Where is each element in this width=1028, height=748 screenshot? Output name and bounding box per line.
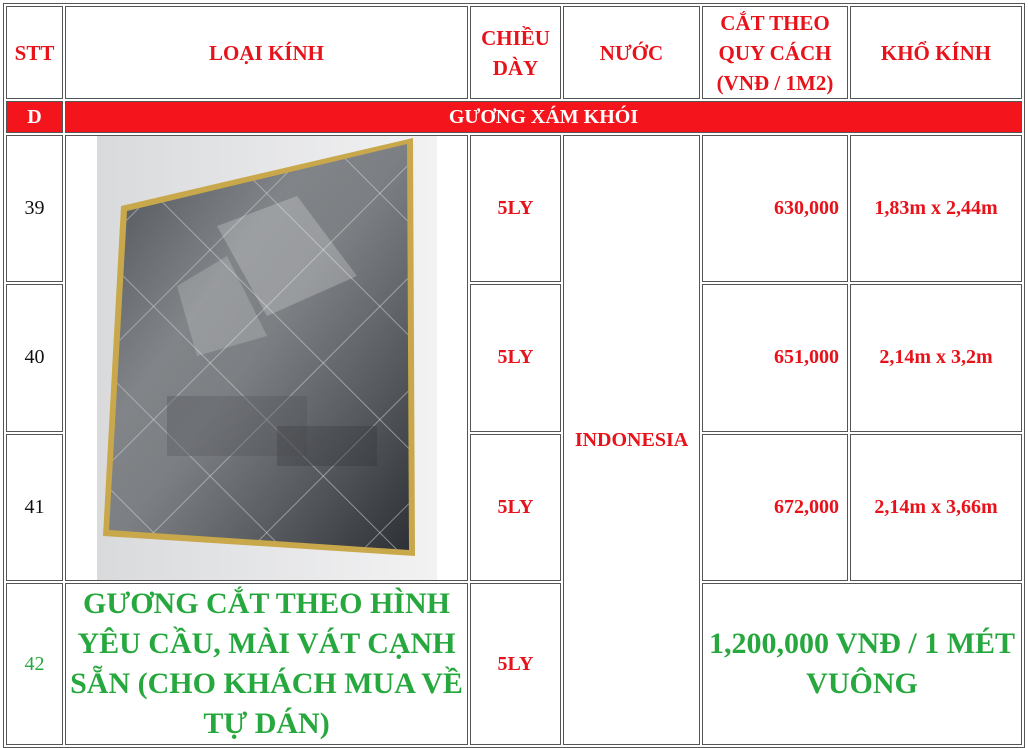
row-stt: 40 — [6, 284, 63, 431]
special-row — [6, 583, 1022, 745]
header-stt: STT — [6, 6, 63, 99]
table-row — [6, 135, 1022, 282]
smoked-mirror-photo-icon — [97, 136, 437, 580]
row-thickness: 5LY — [470, 284, 561, 431]
row-price: 630,000 — [702, 135, 848, 282]
special-description: GƯƠNG CẮT THEO HÌNH YÊU CẦU, MÀI VÁT CẠNH SẴN (CHO KHÁCH MUA VỀ TỰ DÁN) — [65, 583, 468, 745]
special-price: 1,200,000 VNĐ / 1 MÉT VUÔNG — [702, 583, 1022, 745]
row-price: 651,000 — [702, 284, 848, 431]
special-stt: 42 — [6, 583, 63, 745]
product-image-cell — [65, 135, 468, 581]
row-size: 2,14m x 3,2m — [850, 284, 1022, 431]
header-chieu-day: CHIỀU DÀY — [470, 6, 561, 99]
row-price: 672,000 — [702, 434, 848, 581]
section-code: D — [6, 101, 63, 133]
header-loai-kinh: LOẠI KÍNH — [65, 6, 468, 99]
header-nuoc: NƯỚC — [563, 6, 700, 99]
header-cat-theo-quy-cach: CẮT THEO QUY CÁCH (VNĐ / 1M2) — [702, 6, 848, 99]
country-cell: INDONESIA — [563, 135, 700, 745]
row-thickness: 5LY — [470, 434, 561, 581]
price-table — [3, 3, 1025, 748]
row-stt: 41 — [6, 434, 63, 581]
row-size: 1,83m x 2,44m — [850, 135, 1022, 282]
row-stt: 39 — [6, 135, 63, 282]
section-title: GƯƠNG XÁM KHÓI — [65, 101, 1022, 133]
section-row — [6, 101, 1022, 133]
header-kho-kinh: KHỔ KÍNH — [850, 6, 1022, 99]
row-thickness: 5LY — [470, 135, 561, 282]
header-row — [6, 6, 1022, 99]
special-thickness: 5LY — [470, 583, 561, 745]
row-size: 2,14m x 3,66m — [850, 434, 1022, 581]
